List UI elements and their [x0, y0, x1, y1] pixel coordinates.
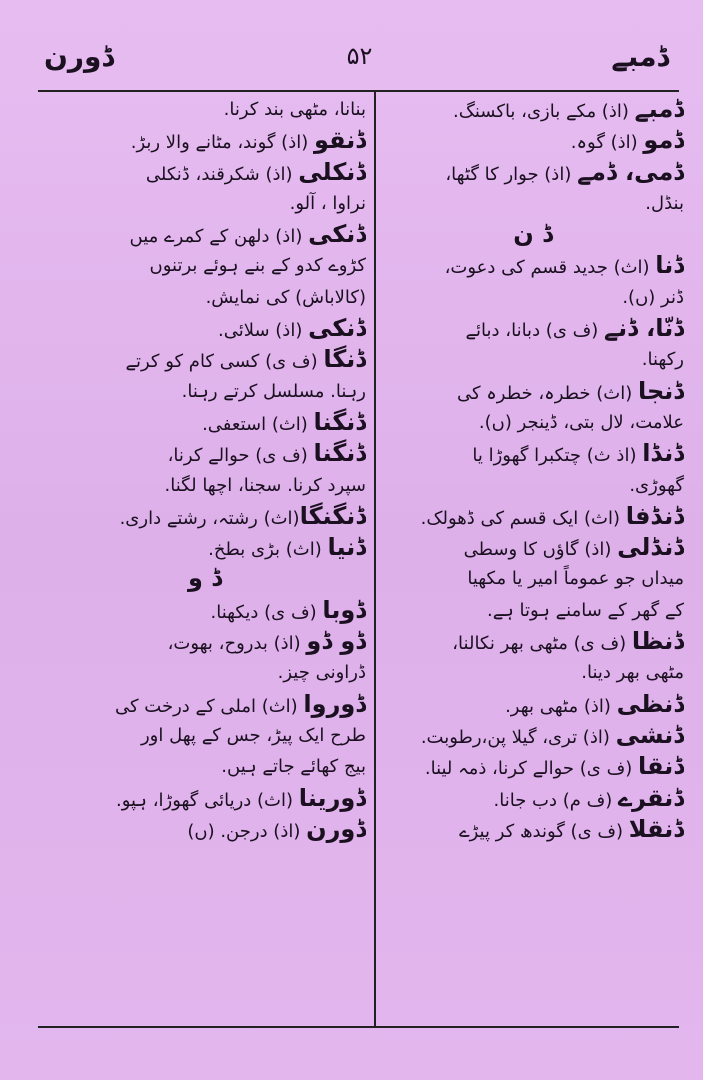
footer-rule — [38, 1026, 679, 1028]
entry-line — [382, 438, 684, 469]
entry-line — [44, 94, 366, 125]
definition-text: (اذ ث) چتکبرا گھوڑا یا — [472, 445, 643, 467]
left-column — [44, 94, 366, 1024]
entry-line — [382, 344, 684, 375]
headword: ڈنّا، ڈنے — [604, 314, 684, 343]
definition-text: (اذ) دلھن کے کمرے میں — [129, 226, 309, 248]
definition-text: ڈراونی چیز. — [277, 662, 366, 684]
entry-line — [44, 595, 366, 626]
definition-text: (اث) جدید قسم کی دعوت، — [444, 257, 656, 279]
entry-line — [382, 595, 684, 626]
definition-text: سپرد کرنا. سجنا، اچھا لگنا. — [164, 474, 366, 496]
entry-line — [44, 376, 366, 407]
entry-line — [44, 720, 366, 751]
column-divider — [374, 92, 376, 1026]
headword: ڈنقو — [313, 126, 366, 155]
page-header — [40, 40, 679, 90]
entry-line — [44, 470, 366, 501]
definition-text: بنڈل. — [645, 192, 684, 214]
definition-text: رہنا. مسلسل کرتے رہنا. — [181, 380, 366, 402]
headword: ڈنا — [655, 251, 684, 280]
definition-text: (اث) استعفی. — [202, 413, 314, 435]
definition-text: علامت، لال بتی، ڈینجر (ں). — [478, 411, 684, 433]
definition-text: کے گھر کے سامنے ہوتا ہے. — [487, 599, 684, 621]
headword: ڈنیا — [327, 533, 366, 562]
headword: ڈنکلی — [298, 157, 366, 186]
headword: ڈوبا — [322, 595, 366, 624]
entry-line — [382, 157, 684, 188]
definition-text: بیج کھائے جاتے ہیں. — [221, 756, 366, 778]
header-last-word: ڈورن — [44, 40, 114, 73]
entry-line — [382, 532, 684, 563]
headword: ڈنظی — [616, 689, 684, 718]
definition-text: (اذ) بدروح، بھوت، — [167, 633, 307, 655]
definition-text: (اذ) درجن. (ں) — [187, 820, 307, 842]
entry-line — [44, 344, 366, 375]
entry-line — [44, 689, 366, 720]
entry-line — [382, 657, 684, 688]
entry-line — [44, 814, 366, 845]
entry-line — [382, 188, 684, 219]
definition-text: (ف ی) دیکھنا. — [210, 601, 323, 623]
headword: ڈنگنا — [313, 439, 366, 468]
headword: ڈنکی — [308, 220, 366, 249]
entry-line — [382, 626, 684, 657]
definition-text: (ف ی) گوندھ کر پیڑے — [459, 820, 629, 842]
definition-text: (اذ) جوار کا گٹھا، — [445, 163, 578, 185]
definition-text: طرح ایک پیڑ، جس کے پھل اور — [140, 724, 366, 746]
headword: ڈنقلا — [628, 814, 684, 843]
definition-text: (کالاباش) کی نمایش. — [205, 286, 366, 308]
entry-line — [382, 689, 684, 720]
right-column — [382, 94, 684, 1024]
definition-text: (اذ) گاؤں کا وسطی — [463, 539, 618, 561]
entry-line — [382, 407, 684, 438]
definition-text: (ف ی) حوالے کرنا، — [167, 445, 314, 467]
definition-text: (اث) دریائی گھوڑا، ہپو. — [115, 789, 299, 811]
entry-line — [382, 125, 684, 156]
definition-text: (اذ) شکرقند، ڈنکلی — [145, 163, 299, 185]
entry-line — [44, 751, 366, 782]
entry-line — [44, 125, 366, 156]
entry-line — [44, 501, 366, 532]
definition-text: (اث) رشتہ، رشتے داری. — [119, 507, 300, 529]
definition-text: (اذ) مٹھی بھر. — [505, 695, 617, 717]
entry-line — [382, 470, 684, 501]
definition-text: کڑوے کدو کے بنے ہوئے برتنوں — [149, 255, 366, 277]
entry-line — [382, 720, 684, 751]
page-number: ۵۲ — [346, 42, 373, 70]
headword: ڈنجا — [637, 376, 684, 405]
definition-text: رکھنا. — [641, 349, 684, 371]
headword: ڈنگنگا — [299, 501, 366, 530]
definition-text: گھوڑی. — [629, 474, 684, 496]
entry-line — [44, 188, 366, 219]
headword: ڈنکی — [308, 314, 366, 343]
entry-line — [382, 501, 684, 532]
section-heading: ڈ و — [188, 564, 222, 593]
definition-text: (ف م) دب جانا. — [493, 789, 619, 811]
header-first-word: ڈمبے — [611, 40, 669, 73]
headword: ڈنگا — [323, 345, 366, 374]
headword: ڈنڈا — [642, 439, 684, 468]
headword: ڈمی، ڈمے — [577, 157, 684, 186]
entry-line — [44, 219, 366, 250]
definition-text: (اث) املی کے درخت کی — [115, 695, 304, 717]
entry-line — [382, 563, 684, 594]
entry-line — [382, 313, 684, 344]
entry-line — [44, 282, 366, 313]
entry-line — [44, 157, 366, 188]
entry-line — [44, 313, 366, 344]
entry-line — [44, 626, 366, 657]
entry-line — [382, 94, 684, 125]
definition-text: (ف ی) کسی کام کو کرتے — [125, 351, 324, 373]
header-rule — [38, 90, 679, 92]
headword: ڈنڈفا — [625, 501, 684, 530]
headword: ڈنگنا — [313, 407, 366, 436]
definition-text: (ف ی) حوالے کرنا، ذمہ لینا. — [424, 758, 639, 780]
definition-text: (اذ) تری، گیلا پن،رطوبت. — [420, 726, 616, 748]
headword: ڈورینا — [298, 783, 366, 812]
entry-line — [44, 438, 366, 469]
definition-text: (اذ) سلائی. — [218, 320, 309, 342]
definition-text: (اذ) مکے بازی، باکسنگ. — [453, 101, 635, 122]
entry-line — [44, 532, 366, 563]
headword: ڈو ڈو — [306, 627, 366, 656]
definition-text: (اث) ایک قسم کی ڈھولک. — [420, 507, 626, 529]
definition-text: نراوا ، آلو. — [289, 192, 366, 214]
headword: ڈوروا — [303, 689, 366, 718]
entry-line — [44, 250, 366, 281]
entry-line — [44, 407, 366, 438]
headword: ڈنظا — [631, 627, 684, 656]
entry-line — [382, 282, 684, 313]
headword: ڈنشی — [615, 720, 684, 749]
definition-text: مٹھی بھر دینا. — [581, 662, 684, 684]
entry-line — [382, 783, 684, 814]
definition-text: (اث) خطرہ، خطرہ کی — [456, 382, 638, 404]
section-heading: ڈ ن — [513, 220, 553, 249]
definition-text: (اث) بڑی بطخ. — [208, 539, 328, 561]
headword: ڈنقا — [638, 752, 684, 781]
headword: ڈورن — [306, 814, 366, 843]
entry-line — [382, 250, 684, 281]
entry-line — [382, 814, 684, 845]
headword: ڈنقرے — [618, 783, 684, 812]
definition-text: (اذ) گوند، مٹانے والا ربڑ. — [130, 132, 314, 154]
entry-line — [382, 376, 684, 407]
definition-text: (ف ی) مٹھی بھر نکالنا، — [452, 633, 632, 655]
definition-text: میداں جو عموماً امیر یا مکھیا — [467, 568, 684, 590]
headword: ڈمبے — [634, 95, 684, 123]
headword: ڈمو — [643, 126, 684, 155]
headword: ڈنڈلی — [617, 533, 684, 562]
definition-text: (اذ) گوہ. — [570, 132, 644, 154]
definition-text: بنانا، مٹھی بند کرنا. — [223, 99, 366, 120]
definition-text: ڈنر (ں). — [622, 286, 684, 308]
entry-line — [44, 657, 366, 688]
definition-text: (ف ی) دبانا، دبائے — [465, 320, 605, 342]
entry-line — [382, 751, 684, 782]
entry-line — [44, 783, 366, 814]
